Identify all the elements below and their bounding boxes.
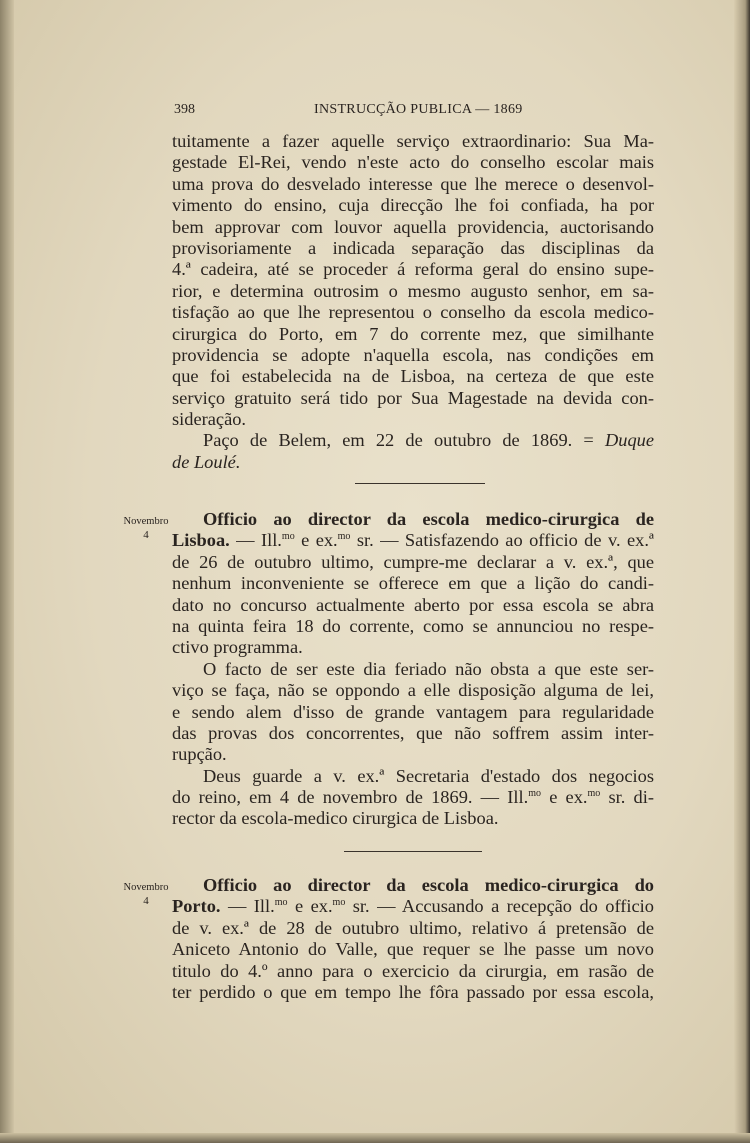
title-end: Porto.	[172, 896, 221, 917]
text-line: ter perdido o que em tempo lhe fôra passado por essa escola,	[172, 981, 654, 1002]
document-lisboa	[172, 509, 654, 830]
closing-date: Paço de Belem, em 22 de outubro de 1869. =	[203, 430, 605, 451]
text-line: ctivo programma.	[172, 637, 303, 658]
closing-line	[172, 430, 654, 451]
superscript: mo	[332, 897, 346, 909]
text-line	[172, 530, 654, 551]
superscript: mo	[274, 897, 288, 909]
text-line: sideração.	[172, 409, 247, 430]
text-line: 4.ª cadeira, até se proceder á reforma geral do ensino supe-	[172, 259, 654, 280]
page-edge-right	[734, 0, 750, 1143]
text-fragment: e ex.	[287, 896, 333, 917]
continued-text-block	[172, 131, 654, 473]
margin-date	[116, 882, 176, 907]
margin-date	[116, 516, 176, 541]
margin-month: Novembro	[123, 516, 169, 527]
closing-line	[172, 452, 654, 473]
signature: Duque	[604, 430, 654, 451]
text-line: tuitamente a fazer aquelle serviço extraordinario: Sua Ma-	[172, 131, 654, 151]
text-line: provisoriamente a indicada separação das disciplinas da	[172, 237, 654, 258]
text-line: Deus guarde a v. ex.ª Secretaria d'estado dos negocios	[203, 765, 654, 786]
document-title	[172, 509, 654, 530]
text-line: gestade El-Rei, vendo n'este acto do conselho escolar mais	[172, 152, 654, 173]
text-line: serviço gratuito será tido por Sua Magestade na devida con-	[172, 387, 654, 408]
text-line: O facto de ser este dia feriado não obsta a que este ser-	[203, 658, 654, 679]
signature: de Loulé.	[172, 451, 241, 472]
text-line: rior, e determina outrosim o mesmo augusto senhor, em sa-	[172, 280, 654, 301]
text-fragment: do reino, em 4 de novembro de 1869. — Ill.	[172, 787, 529, 808]
text-line: das provas dos concorrentes, que não soffrem assim inter-	[172, 722, 654, 743]
title-text: Officio ao director da escola medico-cirurgica do	[203, 875, 654, 895]
text-line: na quinta feira 18 do corrente, como se annunciou no respe-	[172, 615, 654, 636]
superscript: mo	[528, 787, 541, 799]
text-line: titulo do 4.º anno para o exercicio da cirurgia, em rasão de	[172, 960, 654, 981]
text-fragment: sr. — Satisfazendo ao officio de v. ex.ª	[350, 530, 654, 551]
page-header	[172, 102, 652, 124]
text-fragment: e ex.	[541, 787, 588, 808]
text-line: que foi estabelecida na de Lisboa, na certeza de que este	[172, 366, 654, 387]
text-line	[172, 787, 654, 808]
text-fragment: — Ill.	[220, 896, 275, 917]
section-divider	[355, 483, 485, 484]
text-line: uma prova do desvelado interesse que lhe merece o desenvol-	[172, 173, 654, 194]
text-line: rector da escola-medico cirurgica de Lisboa.	[172, 808, 499, 829]
page-number: 398	[174, 102, 195, 117]
superscript: mo	[281, 531, 295, 543]
text-line: viço se faça, não se oppondo a elle disposição alguma de lei,	[172, 680, 654, 701]
text-line: vimento do ensino, cuja direcção lhe foi confiada, ha por	[172, 195, 654, 216]
text-fragment: sr. — Accusando a recepção do officio	[345, 896, 654, 917]
text-fragment: — Ill.	[229, 530, 282, 551]
section-divider	[344, 851, 482, 852]
superscript: mo	[337, 531, 351, 543]
running-title: INSTRUCÇÃO PUBLICA — 1869	[314, 102, 523, 117]
text-line: Aniceto Antonio do Valle, que requer se lhe passe um novo	[172, 939, 654, 960]
text-line: e sendo alem d'isso de grande vantagem para regularidade	[172, 701, 654, 722]
margin-month: Novembro	[123, 882, 169, 893]
page-edge-bottom	[0, 1133, 750, 1143]
title-end: Lisboa.	[172, 530, 230, 551]
text-line: de 26 de outubro ultimo, cumpre-me declarar a v. ex.ª, que	[172, 551, 654, 572]
text-fragment: e ex.	[294, 530, 338, 551]
text-line	[172, 896, 654, 917]
text-line: tisfação ao que lhe representou o conselho da escola medico-	[172, 302, 654, 323]
text-fragment: sr. di-	[600, 787, 654, 808]
page-edge-left	[0, 0, 14, 1143]
text-line: cirurgica do Porto, em 7 do corrente mez, que similhante	[172, 323, 654, 344]
text-line: providencia se adopte n'aquella escola, nas condições em	[172, 344, 654, 365]
title-text: Officio ao director da escola medico-cirurgica de	[203, 509, 654, 529]
superscript: mo	[587, 787, 601, 799]
text-line: rupção.	[172, 744, 227, 765]
text-line: bem approvar com louvor aquella providencia, auctorisando	[172, 216, 654, 237]
text-line: de v. ex.ª de 28 de outubro ultimo, relativo á pretensão de	[172, 917, 654, 938]
document-porto	[172, 875, 654, 1003]
margin-day: 4	[143, 529, 149, 541]
margin-day: 4	[143, 895, 149, 907]
text-line: dato no concurso actualmente aberto por essa escola se abra	[172, 594, 654, 615]
document-title	[172, 875, 654, 896]
text-line: nenhum inconveniente se offerece em que a lição do candi-	[172, 573, 654, 594]
